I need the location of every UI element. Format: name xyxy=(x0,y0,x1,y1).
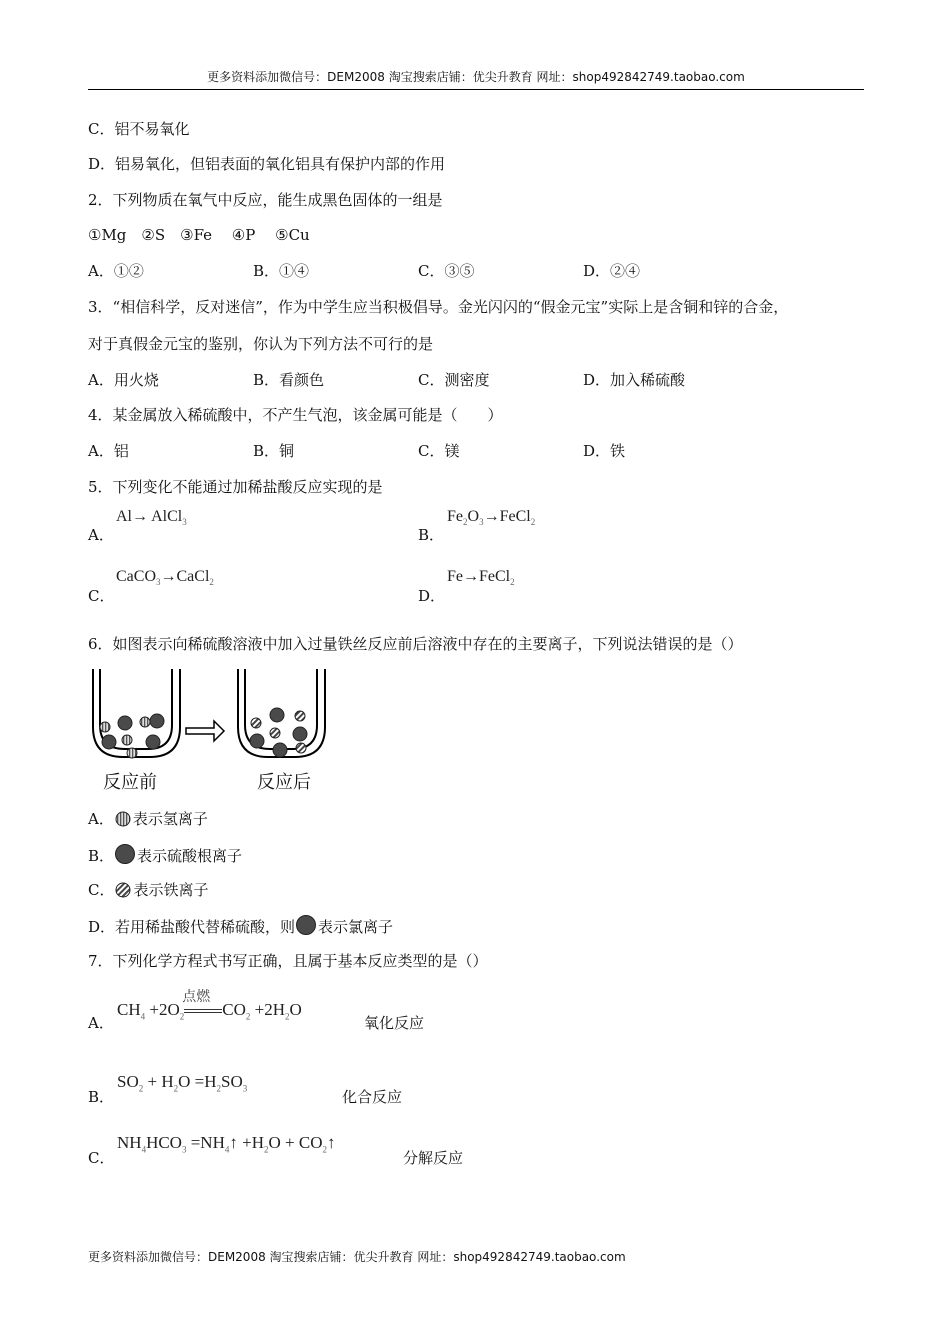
q5-option-a-label: A． xyxy=(88,526,114,544)
q4-option-c: C．镁 xyxy=(418,442,460,460)
q6-option-b xyxy=(88,843,242,866)
q5-formula-c: CaCO$_3$→CaCl$_2$ xyxy=(116,568,214,588)
q7-equation-b: $SO_2 + H_2O =H_2SO_3$ xyxy=(117,1072,248,1094)
q2-option-c: C．③⑤ xyxy=(418,262,475,280)
after-label: 反应后 xyxy=(257,772,311,793)
hydrogen-ion-icon xyxy=(114,810,132,828)
q5-formula-b: $Fe_2O_3\to FeCl_2$ xyxy=(447,508,536,528)
q6-option-a-label: A． xyxy=(88,810,114,828)
q7-type-c: 分解反应 xyxy=(403,1149,464,1167)
q4-option-a: A．铝 xyxy=(88,442,129,460)
q6-option-b-label: B． xyxy=(88,847,115,865)
q3-option-d: D．加入稀硫酸 xyxy=(583,371,686,389)
sulfate-ion-icon xyxy=(114,843,136,865)
condition-label: 点燃 xyxy=(182,989,211,1005)
q7-equation-a: $CH_4 +2O_2$ 点燃 $CO_2 +2H_2O$ xyxy=(117,1000,302,1021)
q6-option-c xyxy=(88,879,209,900)
q5-option-d-label: D． xyxy=(418,587,446,605)
q6-option-a xyxy=(88,808,208,829)
page-footer: 更多资料添加微信号：DEM2008 淘宝搜索店铺：优尖升教育 网址：shop492842749.taobao.com xyxy=(88,1250,626,1264)
q1-option-d: D．铝易氧化，但铝表面的氧化铝具有保护内部的作用 xyxy=(88,155,446,173)
q3-option-c: C．测密度 xyxy=(418,371,490,389)
q5-formula-d: Fe→FeCl$_2$ xyxy=(447,568,515,588)
q5-stem: 5．下列变化不能通过加稀盐酸反应实现的是 xyxy=(88,478,383,496)
before-ions xyxy=(100,714,164,758)
q2-stem: 2．下列物质在氧气中反应，能生成黑色固体的一组是 xyxy=(88,191,443,209)
q6-option-a-text: 表示氢离子 xyxy=(132,810,208,828)
q5-formula-a: Al→ AlCl$_3$ xyxy=(116,508,187,528)
q7-stem: 7．下列化学方程式书写正确，且属于基本反应类型的是（） xyxy=(88,952,488,970)
q6-option-c-label: C． xyxy=(88,881,115,899)
ignition-condition xyxy=(182,989,222,1013)
q3-option-b: B．看颜色 xyxy=(253,371,325,389)
q2-items: ①Mg ②S ③Fe ④P ⑤Cu xyxy=(88,226,310,244)
q7-option-c-label: C． xyxy=(88,1149,115,1167)
q7-type-b: 化合反应 xyxy=(342,1088,403,1106)
q5-option-c-label: C． xyxy=(88,587,115,605)
q6-option-c-text: 表示铁离子 xyxy=(133,881,209,899)
q2-option-b: B．①④ xyxy=(253,262,310,280)
arrow-icon xyxy=(186,721,224,741)
after-ions xyxy=(250,708,307,757)
q7-type-a: 氧化反应 xyxy=(364,1014,425,1032)
q6-stem: 6．如图表示向稀硫酸溶液中加入过量铁丝反应前后溶液中存在的主要离子，下列说法错误的是（） xyxy=(88,635,743,653)
q7-equation-c: $NH_4HCO_3$ $=NH_4↑ +H_2O$ + $CO_2↑$ xyxy=(117,1133,336,1155)
q6-figure xyxy=(90,665,340,794)
q7-option-b-label: B． xyxy=(88,1088,115,1106)
q6-option-d-label: D．若用稀盐酸代替稀硫酸，则 xyxy=(88,918,296,936)
q2-option-d: D．②④ xyxy=(583,262,641,280)
page-header: 更多资料添加微信号：DEM2008 淘宝搜索店铺：优尖升教育 网址：shop492842749.taobao.com xyxy=(88,68,864,90)
q2-option-a: A．①② xyxy=(88,262,144,280)
q4-option-d: D．铁 xyxy=(583,442,626,460)
q5-option-b-label: B． xyxy=(418,526,445,544)
q6-option-b-text: 表示硫酸根离子 xyxy=(137,847,243,865)
q3-stem-line1: 3．“相信科学，反对迷信”，作为中学生应当积极倡导。金光闪闪的“假金元宝”实际上是含铜和锌的合金， xyxy=(88,298,789,316)
q4-option-b: B．铜 xyxy=(253,442,295,460)
q3-stem-line2: 对于真假金元宝的鉴别，你认为下列方法不可行的是 xyxy=(88,335,434,353)
q3-option-a: A．用火烧 xyxy=(88,371,159,389)
before-label: 反应前 xyxy=(103,772,157,793)
q6-option-d-text: 表示氯离子 xyxy=(318,918,394,936)
chloride-ion-icon xyxy=(295,914,317,936)
q1-option-c: C．铝不易氧化 xyxy=(88,120,190,138)
q4-stem: 4．某金属放入稀硫酸中，不产生气泡，该金属可能是（ ） xyxy=(88,406,503,424)
q6-option-d xyxy=(88,914,393,937)
q7-option-a-label: A． xyxy=(88,1014,114,1032)
iron-ion-icon xyxy=(114,881,132,899)
